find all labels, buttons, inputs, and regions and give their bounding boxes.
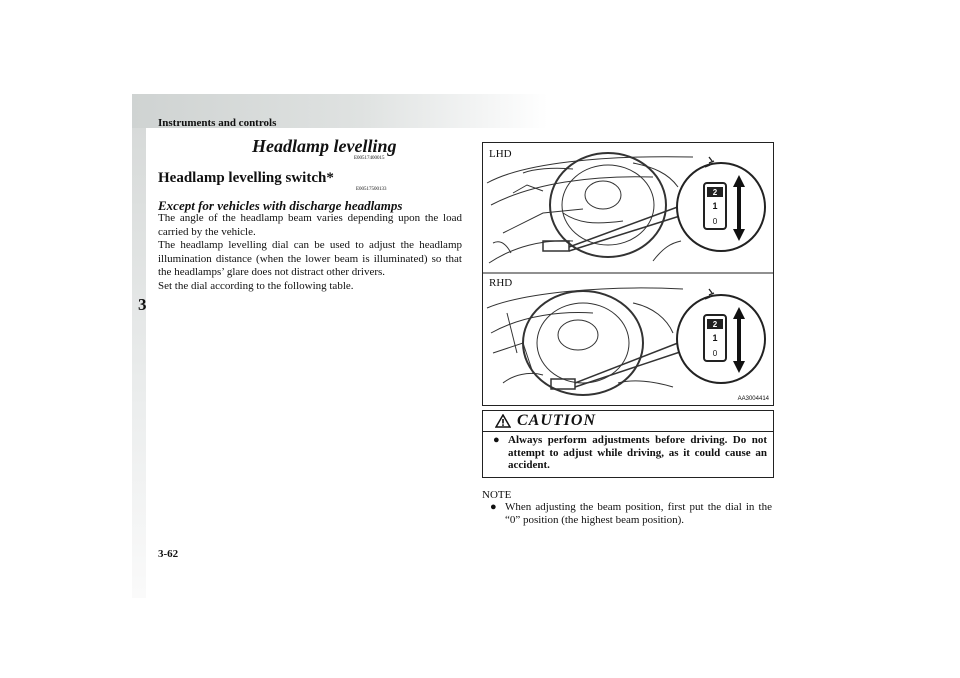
caution-title: CAUTION	[517, 412, 597, 429]
dial-mark: 2	[712, 320, 718, 329]
figure-label-rhd: RHD	[489, 277, 513, 289]
sub-heading-code: E00517500133	[356, 187, 387, 192]
dashboard-illustration	[483, 143, 773, 405]
dial-mark: 2	[712, 188, 718, 197]
body-text	[158, 212, 462, 293]
figure-code: AA3004414	[737, 396, 769, 402]
dial-mark: 1	[712, 201, 718, 211]
chapter-tab	[132, 128, 146, 598]
paragraph: The headlamp levelling dial can be used to adjust the headlamp illumination distance (when the lower beam is illuminated) so that the headlamps’ glare does not distract other drivers.	[158, 239, 462, 278]
main-heading-code: E00517400015	[354, 156, 385, 161]
paragraph: The angle of the headlamp beam varies depending upon the load carried by the vehicle.	[158, 212, 462, 238]
bullet-icon: ●	[493, 434, 500, 446]
section-title: Instruments and controls	[158, 117, 277, 129]
sub-heading: Headlamp levelling switch*	[158, 170, 334, 186]
caution-text: Always perform adjustments before driving. Do not attempt to adjust while driving, as it could cause an accident.	[508, 434, 767, 471]
variant-heading: Except for vehicles with discharge headlamps	[158, 198, 403, 213]
paragraph: Set the dial according to the following table.	[158, 279, 354, 292]
figure-label-lhd: LHD	[489, 148, 512, 160]
caution-body	[493, 434, 767, 472]
dial-mark: 1	[712, 333, 718, 343]
caution-header	[483, 411, 773, 432]
warning-triangle-icon	[495, 414, 511, 428]
caution-box	[482, 410, 774, 478]
note-text: When adjusting the beam position, first put the dial in the “0” position (the highest beam position).	[505, 501, 772, 526]
chapter-number: 3	[138, 295, 147, 314]
note-body	[490, 501, 772, 527]
bullet-icon: ●	[490, 501, 497, 513]
note-label: NOTE	[482, 489, 512, 501]
page-number: 3-62	[158, 548, 179, 560]
dial-mark: 0	[712, 349, 718, 358]
headlamp-levelling-figure	[482, 142, 774, 406]
main-heading: Headlamp levelling	[252, 136, 397, 156]
dial-mark: 0	[712, 217, 718, 226]
